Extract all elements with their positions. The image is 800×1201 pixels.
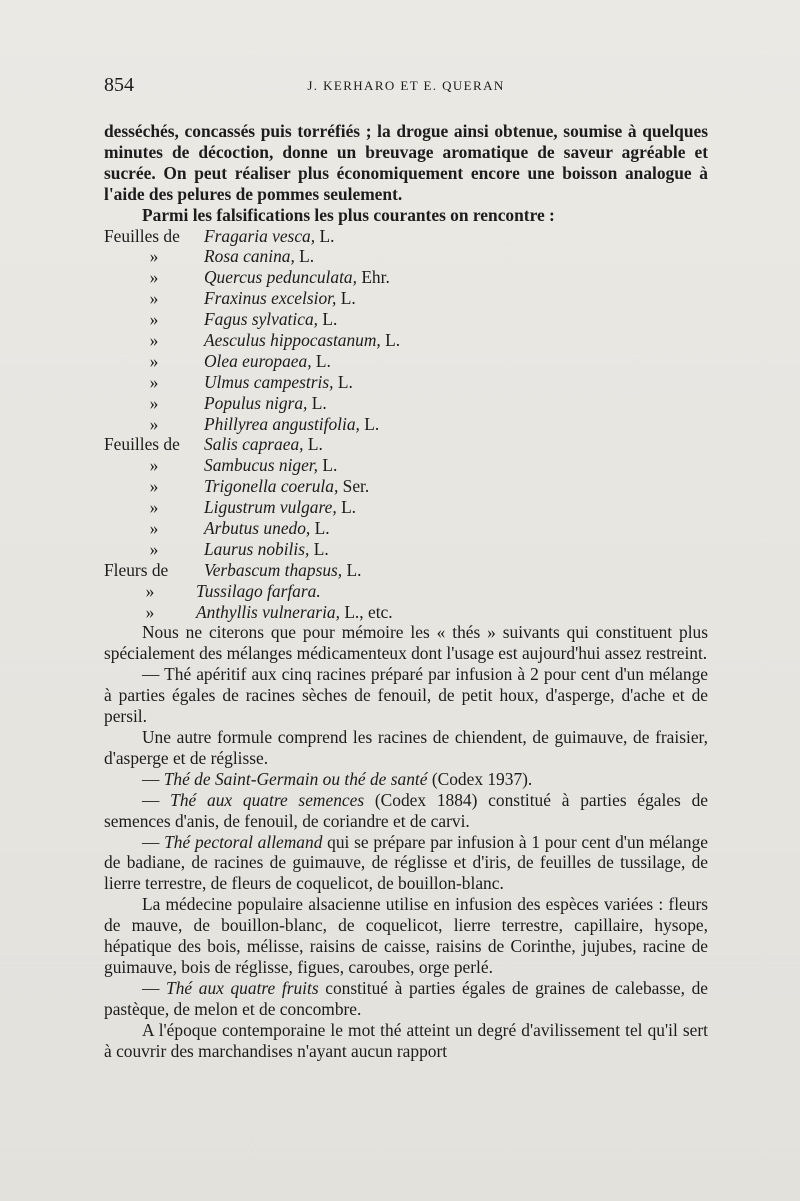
list-item: » Phillyrea angustifolia, L. [149, 413, 380, 434]
list-item: » Ligustrum vulgare, L. [149, 497, 357, 518]
list-item: » Arbutus unedo, L. [149, 518, 330, 538]
list-item: » Laurus nobilis, L. [149, 538, 329, 559]
paragraph-9: La médecine populaire alsacienne utilise en infusion des espèces variées : fleurs de mauve, de bouillon-blanc, de coquelicot, lierre terrestre, capillaire, hysope, hépatique des bois, mélisse, raisins de caisse, raisins de Corinthe, jujubes, racine de guimauve, bois de réglisse, figues, caroubes, orge perlé. [104, 894, 708, 977]
list-item: Feuilles de Fragaria vesca, L. [104, 225, 335, 246]
paragraph-3: Nous ne citerons que pour mémoire les « thés » suivants qui constituent plus spécialement des mélanges médicamenteux dont l'usage est aujourd'hui assez restreint. [104, 622, 708, 664]
list-item: » Sambucus niger, L. [149, 455, 338, 476]
falsification-list [104, 226, 708, 623]
paragraph-6: — Thé de Saint-Germain ou thé de santé (Codex 1937). [142, 768, 533, 789]
list-item: » Quercus pedunculata, Ehr. [149, 267, 390, 288]
list-item: » Aesculus hippocastanum, L. [149, 329, 401, 350]
page-number: 854 [104, 74, 134, 96]
paragraph-11: A l'époque contemporaine le mot thé atteint un degré d'avilissement tel qu'il sert à couvrir des marchandises n'ayant aucun rapport [104, 1019, 708, 1061]
list-item: Feuilles de Salis capraea, L. [104, 434, 323, 455]
paragraph-2: Parmi les falsifications les plus courantes on rencontre : [142, 204, 555, 225]
list-item: » Tussilago farfara. [145, 580, 321, 601]
paragraph-8: — Thé pectoral allemand qui se prépare par infusion à 1 pour cent d'un mélange de badiane, de racines de guimauve, de réglisse et d'iris, de feuilles de tussilage, de lierre terrestre, de fleurs de coquelicot, de bouillon-blanc. [104, 831, 708, 894]
page-header [104, 74, 708, 98]
running-title: J. KERHARO ET E. QUERAN [307, 78, 505, 93]
paragraph-4: — Thé apéritif aux cinq racines préparé par infusion à 2 pour cent d'un mélange à parties égales de racines sèches de fenouil, de petit houx, d'asperge, d'ache et de persil. [104, 664, 708, 727]
paragraph-5: Une autre formule comprend les racines de chiendent, de guimauve, de fraisier, d'asperge et de réglisse. [104, 726, 708, 768]
list-item: » Trigonella coerula, Ser. [149, 476, 370, 497]
list-item: Fleurs de Verbascum thapsus, L. [104, 559, 362, 580]
list-item: » Fagus sylvatica, L. [149, 309, 338, 330]
list-item: » Anthyllis vulneraria, L., etc. [145, 601, 393, 622]
list-item: » Ulmus campestris, L. [149, 371, 353, 392]
paragraph-7: — Thé aux quatre semences (Codex 1884) constitué à parties égales de semences d'anis, de fenouil, de coriandre et de carvi. [104, 789, 708, 831]
page-body [104, 121, 708, 1061]
list-item: » Rosa canina, L. [149, 246, 315, 267]
paragraph-10: — Thé aux quatre fruits constitué à parties égales de graines de calebasse, de pastèque, de melon et de concombre. [104, 977, 708, 1019]
list-item: » Olea europaea, L. [149, 350, 331, 371]
paragraph-1: desséchés, concassés puis torréfiés ; la drogue ainsi obtenue, soumise à quelques minutes de décoction, donne un breuvage aromatique de saveur agréable et sucrée. On peut réaliser plus économiquement encore une boisson analogue à l'aide des pelures de pommes seulement. [104, 121, 708, 204]
list-item: » Fraxinus excelsior, L. [149, 288, 356, 309]
list-item: » Populus nigra, L. [149, 392, 327, 413]
